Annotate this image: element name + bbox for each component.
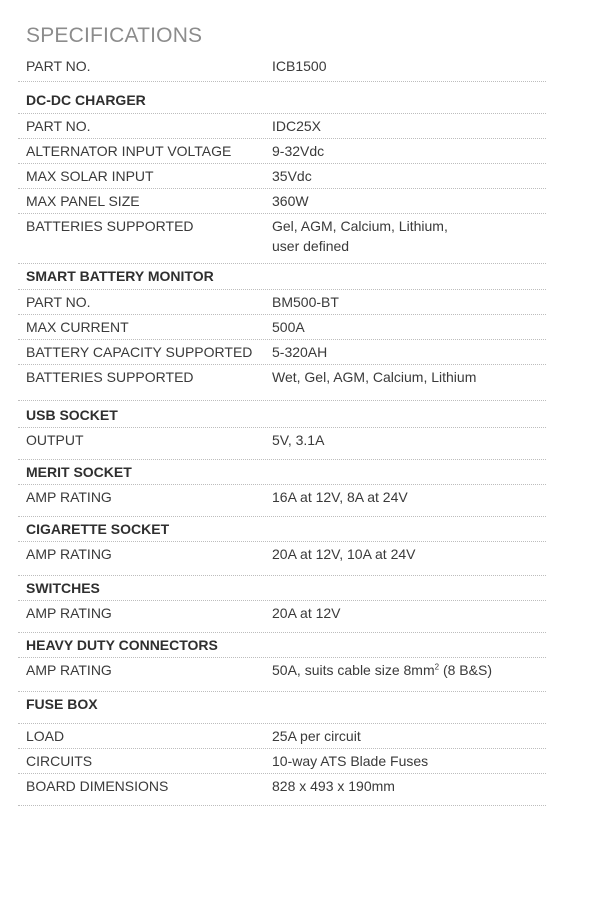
spec-row — [18, 214, 546, 264]
spec-row — [18, 365, 546, 401]
spec-label: LOAD — [26, 728, 65, 744]
spec-value: 5-320AH — [272, 344, 328, 360]
section-heading-text: CIGARETTE SOCKET — [26, 521, 170, 537]
spec-value: 5V, 3.1A — [272, 432, 325, 448]
spec-label: CIRCUITS — [26, 753, 93, 769]
spec-row — [18, 189, 546, 214]
section-heading-fuse-box — [18, 692, 546, 724]
spec-label: ALTERNATOR INPUT VOLTAGE — [26, 143, 232, 159]
spec-value: 25A per circuit — [272, 728, 361, 744]
spec-value: 9-32Vdc — [272, 143, 325, 159]
spec-value: ICB1500 — [272, 58, 327, 74]
spec-label: OUTPUT — [26, 432, 84, 448]
spec-label: PART NO. — [26, 294, 91, 310]
section-heading-text: SMART BATTERY MONITOR — [26, 268, 214, 284]
spec-value: IDC25X — [272, 118, 322, 134]
section-heading-merit — [18, 460, 546, 485]
spec-label: AMP RATING — [26, 605, 112, 621]
spec-value: Wet, Gel, AGM, Calcium, Lithium — [272, 369, 477, 385]
spec-label: BATTERIES SUPPORTED — [26, 218, 194, 234]
spec-label: BOARD DIMENSIONS — [26, 778, 169, 794]
spec-value-line: Gel, AGM, Calcium, Lithium, — [272, 218, 448, 234]
spec-label: BATTERY CAPACITY SUPPORTED — [26, 344, 253, 360]
spec-row — [18, 601, 546, 633]
spec-value: 16A at 12V, 8A at 24V — [272, 489, 408, 505]
spec-row-part-no — [18, 54, 546, 82]
section-heading-usb — [18, 403, 546, 428]
spec-value: 35Vdc — [272, 168, 312, 184]
spec-label: MAX SOLAR INPUT — [26, 168, 154, 184]
section-heading-cigarette — [18, 517, 546, 542]
section-heading-monitor — [18, 264, 546, 290]
section-heading-text: SWITCHES — [26, 580, 100, 596]
spec-label: MAX CURRENT — [26, 319, 129, 335]
spec-value: 500A — [272, 319, 305, 335]
spec-row — [18, 164, 546, 189]
spec-row — [18, 340, 546, 365]
section-heading-text: DC-DC CHARGER — [26, 92, 146, 108]
spec-row — [18, 724, 546, 749]
spec-row — [18, 290, 546, 315]
spec-row — [18, 315, 546, 340]
section-heading-heavy-duty — [18, 633, 546, 658]
spec-value: 10-way ATS Blade Fuses — [272, 753, 429, 769]
spec-value-line: user defined — [272, 238, 350, 254]
spec-label: BATTERIES SUPPORTED — [26, 369, 194, 385]
spec-value: 20A at 12V, 10A at 24V — [272, 546, 416, 562]
spec-row — [18, 542, 546, 576]
spec-value: 360W — [272, 193, 309, 209]
spec-row — [18, 658, 546, 692]
page-title: SPECIFICATIONS — [26, 24, 203, 47]
section-heading-text: FUSE BOX — [26, 696, 98, 712]
section-heading-dcdc — [18, 88, 546, 114]
superscript: 2 — [434, 662, 440, 672]
spec-row — [18, 485, 546, 517]
spec-row — [18, 114, 546, 139]
spec-value — [272, 216, 448, 256]
spec-label: PART NO. — [26, 58, 91, 74]
section-heading-switches — [18, 576, 546, 601]
spec-label: AMP RATING — [26, 489, 112, 505]
spec-value-text: 50A, suits cable size 8mm — [272, 662, 435, 678]
spec-row — [18, 139, 546, 164]
spec-value — [272, 660, 492, 680]
section-heading-text: USB SOCKET — [26, 407, 118, 423]
spec-label: PART NO. — [26, 118, 91, 134]
spec-label: AMP RATING — [26, 662, 112, 678]
spec-label: MAX PANEL SIZE — [26, 193, 140, 209]
section-heading-text: HEAVY DUTY CONNECTORS — [26, 637, 218, 653]
spec-row — [18, 428, 546, 460]
spec-row — [18, 749, 546, 774]
section-heading-text: MERIT SOCKET — [26, 464, 132, 480]
spec-value: 828 x 493 x 190mm — [272, 778, 395, 794]
spec-value: BM500-BT — [272, 294, 339, 310]
spec-row — [18, 774, 546, 806]
spec-label: AMP RATING — [26, 546, 112, 562]
spec-value: 20A at 12V — [272, 605, 341, 621]
spec-value-text: (8 B&S) — [439, 662, 492, 678]
